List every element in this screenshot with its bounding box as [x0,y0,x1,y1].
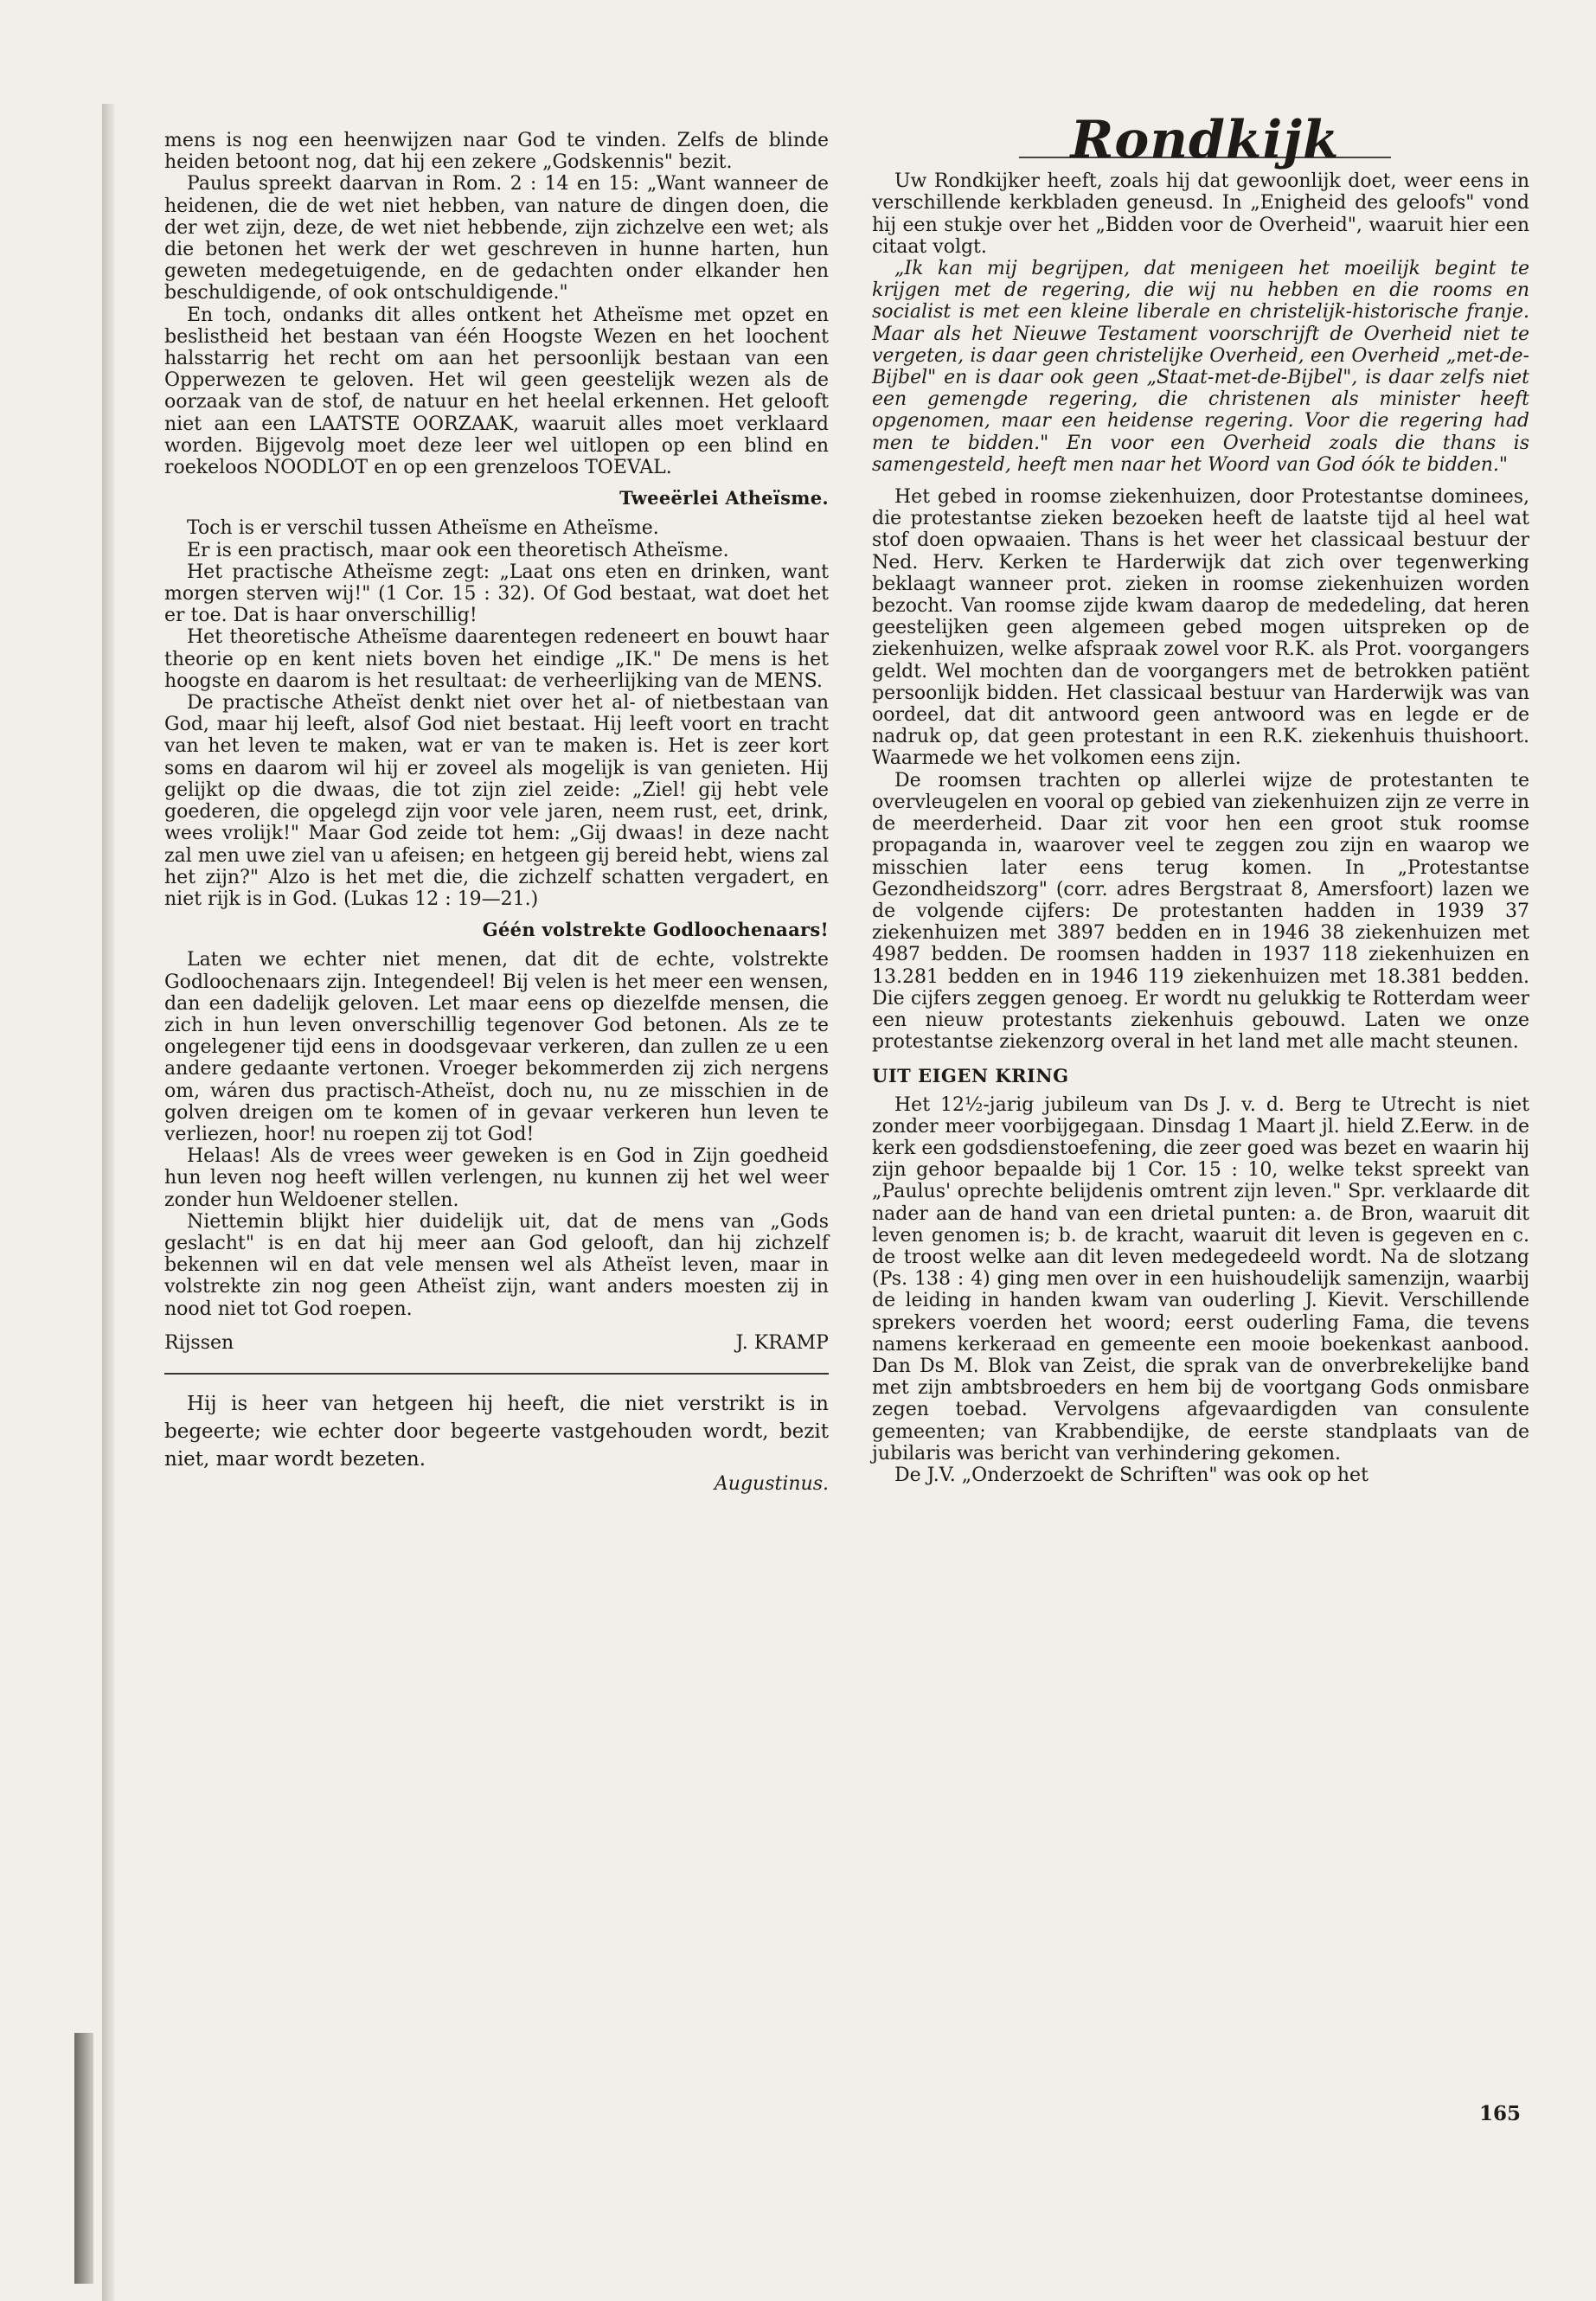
paragraph: De J.V. „Onderzoekt de Schriften" was ook op het [894,1464,1368,1486]
section-heading: UIT EIGEN KRING [872,1065,1069,1087]
paragraph: Het theoretische Atheïsme daarentegen redeneert en bouwt haar theorie op en kent niets boven het eindige „IK." De mens is het hoogste en daarom is het resultaat: de verheerlijking van de MENS. [164,626,829,692]
signature-line [164,1332,829,1354]
paragraph: Paulus spreekt daarvan in Rom. 2 : 14 en 15: „Want wanneer de heidenen, die de wet niet hebben, van nature de dingen doen, die der wet zijn, deze, de wet niet hebbende, zijn zichzelve een wet; als die betonen het werk der wet geschreven in hunne harten, hun geweten medegetuigende, en de gedachten onder elkander hen beschuldigende, of ook ontschuldigende." [164,173,829,304]
paragraph: Het practische Atheïsme zegt: „Laat ons eten en drinken, want morgen sterven wij!" (1 Cor. 15 : 32). Of God bestaat, wat doet het er toe. Dat is haar onverschillig! [164,561,829,627]
paragraph: Niettemin blijkt hier duidelijk uit, dat de mens van „Gods geslacht" is en dat hij meer aan God gelooft, dan hij zichzelf bekennen wil en dat vele mensen wel als Atheïst leven, maar in volstrekte zin nog geen Atheïst zijn, want anders moesten zij in nood niet tot God roepen. [164,1210,829,1320]
quote-text: Hij is heer van hetgeen hij heeft, die niet verstrikt is in begeerte; wie echter door begeerte vastgehouden wordt, bezit niet, maar wordt bezeten. [164,1392,829,1471]
page-number: 165 [1479,2102,1522,2125]
section-heading: Tweeërlei Atheïsme. [619,487,829,510]
signature-place: Rijssen [164,1331,234,1354]
left-column [164,130,829,1495]
signature-author: J. KRAMP [735,1331,829,1354]
column-title: Rondkijk [1019,130,1391,158]
paragraph: Laten we echter niet menen, dat dit de echte, volstrekte Godloochenaars zijn. Integendeel! Bij velen is het meer een wensen, dan een dadelijk geloven. Let maar eens op diezelfde mensen, die zich in hun leven onverschillig tegenover God betonen. Als ze te ongelegener tijd eens in doodsgevaar verkeren, dan zullen ze u een andere gedaante vertonen. Vroeger bekommerden zij zich nergens om, wáren dus practisch-Atheïst, doch nu, nu ze misschien in de golven dreigen om te komen of in gevaar verkeren hun leven te verliezen, hoor! nu roepen zij tot God! [164,949,829,1145]
paragraph: En toch, ondanks dit alles ontkent het Atheïsme met opzet en beslistheid het bestaan van één Hoogste Wezen en het loochent halsstarrig het recht om aan het persoonlijk bestaan van een Opperwezen te geloven. Het wil geen geestelijk wezen als de oorzaak van de stof, de natuur en het heelal erkennen. Het gelooft niet aan een LAATSTE OORZAAK, waaruit alles moet verklaard worden. Bijgevolg moet deze leer wel uitlopen op een blind en roekeloos NOODLOT en op een grenzeloos TOEVAL. [164,304,829,479]
paragraph: Het gebed in roomse ziekenhuizen, door Protestantse dominees, die protestantse zieken bezoeken heeft de laatste tijd al heel wat stof doen opwaaien. Thans is het weer het classicaal bestuur der Ned. Herv. Kerken te Harderwijk dat zich over tegenwerking beklaagt wanneer prot. zieken in roomse ziekenhuizen worden bezocht. Van roomse zijde kwam daarop de mededeling, dat heren geestelijken geen algemeen gebed mogen uitspreken op de ziekenhuizen, welke afspraak zowel voor R.K. als Prot. voorgangers geldt. Wel mochten dan de voorgangers met de betrokken patiënt persoonlijk bidden. Het classicaal bestuur van Harderwijk was van oordeel, dat dit antwoord geen antwoord was en legde er de nadruk op, dat geen protestant in een R.K. ziekenhuis thuishoort. Waarmede we het volkomen eens zijn. [872,486,1529,770]
paragraph: Uw Rondkijker heeft, zoals hij dat gewoonlijk doet, weer eens in verschillende kerkbladen geneusd. In „Enigheid des geloofs" vond hij een stukje over het „Bidden voor de Overheid", waaruit hier een citaat volgt. [872,170,1529,258]
paragraph: Het 12½-jarig jubileum van Ds J. v. d. Berg te Utrecht is niet zonder meer voorbijgegaan. Dinsdag 1 Maart jl. hield Z.Eerw. in de kerk een godsdienstoefening, die zeer goed was bezet en waarin hij zijn gehoor bepaalde bij 1 Cor. 15 : 10, welke tekst spreekt van „Paulus' oprechte belijdenis omtrent zijn leven." Spr. verklaarde dit nader aan de hand van een drietal punten: a. de Bron, waaruit dit leven genomen is; b. de kracht, waaruit dit leven is gegeven en c. de troost welke aan dit leven medegedeeld wordt. Na de slotzang (Ps. 138 : 4) ging men over in een huishoudelijk samenzijn, waarbij de leiding in handen kwam van ouderling J. Kievit. Verschillende sprekers voerden het woord; eerst ouderling Fama, die tevens namens kerkeraad en gemeente een mooie boekenkast aanbood. Dan Ds M. Blok van Zeist, die sprak van de onverbrekelijke band met zijn ambtsbroeders en hem bij de voortgang Gods onmisbare zegen toebad. Vervolgens afgevaardigden van consulente gemeenten; van Krabbendijke, de eerste standplaats van de jubilaris was bericht van verhindering gekomen. [872,1093,1529,1465]
right-column [872,110,1529,1486]
paragraph: mens is nog een heenwijzen naar God te vinden. Zelfs de blinde heiden betoont nog, dat hij een zekere „Godskennis" bezit. [164,130,829,174]
page-binding-shadow [102,104,114,2301]
quote-attribution: Augustinus. [714,1472,829,1495]
paragraph: De practische Atheïst denkt niet over het al- of nietbestaan van God, maar hij leeft, alsof God niet bestaat. Hij leeft voort en tracht van het leven te maken, wat er van te maken is. Het is zeer kort soms en daarom wil hij er zoveel als mogelijk is van genieten. Hij gelijkt op die dwaas, die tot zijn ziel zeide: „Ziel! gij hebt vele goederen, die opgelegd zijn voor vele jaren, neem rust, eet, drink, wees vrolijk!" Maar God zeide tot hem: „Gij dwaas! in deze nacht zal men uwe ziel van u afeisen; en hetgeen gij bereid hebt, wiens zal het zijn?" Alzo is het met die, die zichzelf schatten vergadert, en niet rijk is in God. (Lukas 12 : 19—21.) [164,692,829,910]
page-binding-dark-edge [74,2033,93,2284]
divider [164,1373,829,1375]
paragraph: Helaas! Als de vrees weer geweken is en God in Zijn goedheid hun leven nog heeft willen verlengen, nu kunnen zij het wel weer zonder hun Weldoener stellen. [164,1145,829,1211]
section-heading: Géén volstrekte Godloochenaars! [482,919,829,941]
quoted-paragraph: „Ik kan mij begrijpen, dat menigeen het moeilijk begint te krijgen met de regering, die wij nu hebben en die rooms en socialist is met een kleine liberale en christelijk-historische franje. Maar als het Nieuwe Testament voorschrijft de Overheid niet te vergeten, is daar geen christelijke Overheid, een Overheid „met-de-Bijbel" en is daar ook geen „Staat-met-de-Bijbel", is daar zelfs niet een gemengde regering, die christenen als minister heeft opgenomen, maar een heidense regering. Voor die regering had men te bidden." En voor een Overheid zoals die thans is samengesteld, heeft men naar het Woord van God óók te bidden." [872,258,1529,476]
paragraph: Er is een practisch, maar ook een theoretisch Atheïsme. [187,539,729,561]
paragraph: De roomsen trachten op allerlei wijze de protestanten te overvleugelen en vooral op gebied van ziekenhuizen zijn ze verre in de meerderheid. Daar zit voor hen een groot stuk roomse propaganda in, waarover veel te zeggen zou zijn en waarop we misschien later eens terug komen. In „Protestantse Gezondheidszorg" (corr. adres Bergstraat 8, Amersfoort) lazen we de volgende cijfers: De protestanten hadden in 1939 37 ziekenhuizen met 3897 bedden en in 1946 38 ziekenhuizen met 4987 bedden. De roomsen hadden in 1937 118 ziekenhuizen en 13.281 bedden en in 1946 119 ziekenhuizen met 18.381 bedden. Die cijfers zeggen genoeg. Er wordt nu gelukkig te Rotterdam weer een nieuw protestants ziekenhuis gebouwd. Laten we onze protestantse ziekenzorg overal in het land met alle macht steunen. [872,769,1529,1054]
paragraph: Toch is er verschil tussen Atheïsme en Atheïsme. [187,517,659,540]
